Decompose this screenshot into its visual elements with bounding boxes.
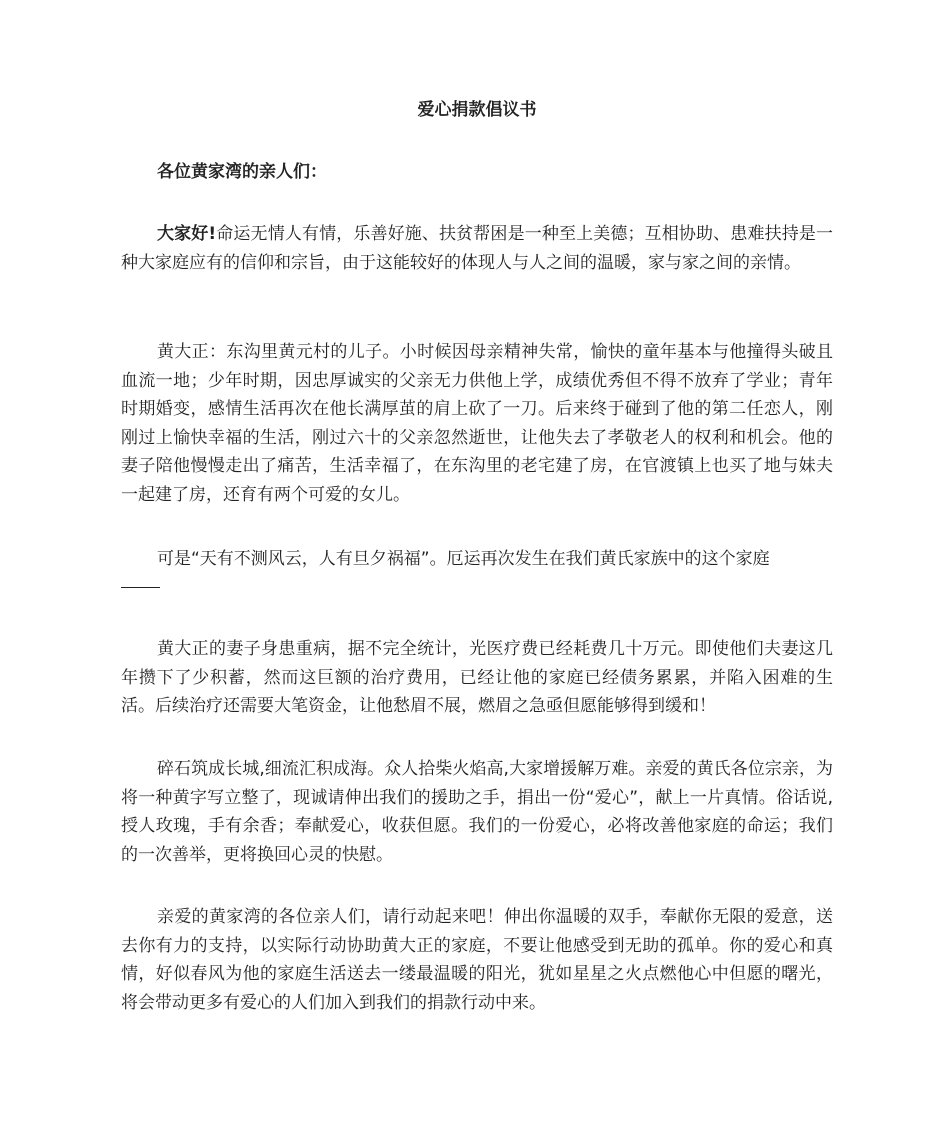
intro-paragraph xyxy=(121,220,833,277)
intro-lead: 大家好! xyxy=(157,224,217,244)
paragraph-appeal: 碎石筑成长城,细流汇积成海。众人拾柴火焰高,大家增援解万难。亲爱的黄氏各位宗亲，为将一种黄字写立整了，现诚请伸出我们的援助之手，捐出一份“爱心”，献上一片真情。俗话说,授人玫瑰，手有余香；奉献爱心，收获但愿。我们的一份爱心，必将改善他家庭的命运；我们的一次善举，更将换回心灵的快慰。 xyxy=(121,759,833,865)
greeting: 各位黄家湾的亲人们： xyxy=(157,162,327,182)
paragraph-illness: 黄大正的妻子身患重病，据不完全统计，光医疗费已经耗费几十万元。即使他们夫妻这几年攒下了少积蓄，然而这巨额的治疗费用，已经让他的家庭已经债务累累，并陷入困难的生活。后续治疗还需要大笔资金，让他愁眉不展，燃眉之急亟但愿能够得到缓和！ xyxy=(121,639,833,717)
paragraph-misfortune xyxy=(121,545,833,588)
paragraph-misfortune-text: 可是“天有不测风云，人有旦夕祸福”。厄运再次发生在我们黄氏家族中的这个家庭 xyxy=(157,549,770,569)
document-title: 爱心捐款倡议书 xyxy=(417,100,537,120)
em-dash-line xyxy=(121,587,160,588)
intro-text: 命运无情人有情，乐善好施、扶贫帮困是一种至上美德；互相协助、患难扶持是一种大家庭应有的信仰和宗旨，由于这能较好的体现人与人之间的温暖，家与家之间的亲情。 xyxy=(121,224,833,273)
paragraph-call-to-action: 亲爱的黄家湾的各位亲人们，请行动起来吧！伸出你温暖的双手，奉献你无限的爱意，送去你有力的支持，以实际行动协助黄大正的家庭，不要让他感受到无助的孤单。你的爱心和真情，好似春风为他的家庭生活送去一缕最温暖的阳光，犹如星星之火点燃他心中但愿的曙光，将会带动更多有爱心的人们加入到我们的捐款行动中来。 xyxy=(121,907,833,1013)
paragraph-background: 黄大正：东沟里黄元村的儿子。小时候因母亲精神失常，愉快的童年基本与他撞得头破且血流一地；少年时期，因忠厚诚实的父亲无力供他上学，成绩优秀但不得不放弃了学业；青年时期婚变，感情生活再次在他长满厚茧的肩上砍了一刀。后来终于碰到了他的第二任恋人，刚刚过上愉快幸福的生活，刚过六十的父亲忽然逝世，让他失去了孝敬老人的权利和机会。他的妻子陪他慢慢走出了痛苦，生活幸福了，在东沟里的老宅建了房，在官渡镇上也买了地与妹夫一起建了房，还育有两个可爱的女儿。 xyxy=(121,342,833,505)
